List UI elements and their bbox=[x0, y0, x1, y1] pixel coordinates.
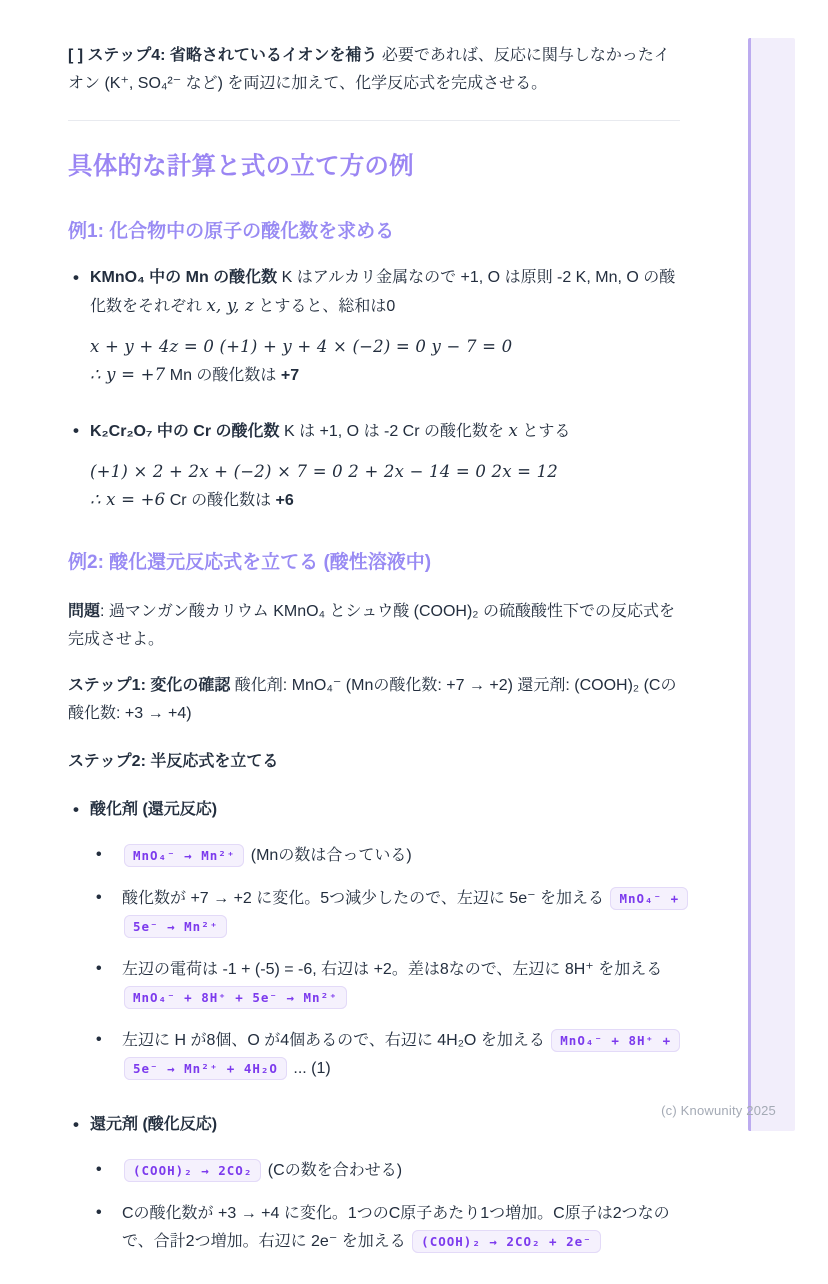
math-line: ∴ x = +6 Cr の酸化数は +6 bbox=[90, 490, 294, 510]
oxidizer-label: • 酸化剤 (還元反応) bbox=[90, 800, 218, 818]
list-item-k2cr2o7 bbox=[68, 417, 680, 514]
kmno4-math-block bbox=[90, 334, 680, 389]
section-title: 具体的な計算と式の立て方の例 bbox=[68, 153, 414, 180]
step1-paragraph: ステップ1: 変化の確認 酸化剤: MnO₄⁻ (Mnの酸化数: +7 → +2) 還元剤: (COOH)₂ (Cの酸化数: +3 → +4) bbox=[68, 676, 677, 722]
step2-heading: ステップ2: 半反応式を立てる bbox=[68, 752, 279, 770]
kmno4-text: • KMnO₄ 中の Mn の酸化数 K はアルカリ金属なので +1, O は原則 -2 K, Mn, O の酸化数をそれぞれ x, y, z とすると、総和は0 bbox=[90, 269, 676, 316]
code-badge: (COOH)₂ → 2CO₂ bbox=[124, 1159, 261, 1182]
oxidizer-item bbox=[68, 796, 680, 1083]
reducer-label: • 還元剤 (酸化反応) bbox=[90, 1115, 218, 1133]
code-badge: MnO₄⁻ + 8H⁺ + 5e⁻ → Mn²⁺ + 4H₂O bbox=[124, 1029, 680, 1080]
code-badge: (COOH)₂ → 2CO₂ + 2e⁻ bbox=[412, 1230, 601, 1253]
halfreaction-list bbox=[68, 796, 680, 1256]
k2cr2o7-text: • K₂Cr₂O₇ 中の Cr の酸化数 K は +1, O は -2 Cr の酸化数を x とする bbox=[90, 421, 571, 441]
step4-paragraph: [ ] ステップ4: 省略されているイオンを補う 必要であれば、反応に関与しなかったイオン (K⁺, SO₄²⁻ など) を両辺に加えて、化学反応式を完成させる。 bbox=[68, 47, 670, 92]
oxidizer-substep: • 左辺に H が8個、O が4個あるので、右辺に 4H₂O を加える MnO₄⁻ + 8H⁺ + 5e⁻ → Mn²⁺ + 4H₂O ... (1) bbox=[90, 1027, 680, 1083]
watermark: (c) Knowunity 2025 bbox=[661, 1103, 776, 1118]
example1-title: 例1: 化合物中の原子の酸化数を求める bbox=[68, 220, 395, 242]
example2-title: 例2: 酸化還元反応式を立てる (酸性溶液中) bbox=[68, 552, 432, 574]
reducer-substep: • (COOH)₂ → 2CO₂ (Cの数を合わせる) bbox=[90, 1157, 680, 1185]
code-badge: MnO₄⁻ → Mn²⁺ bbox=[124, 844, 244, 867]
oxidizer-sublist bbox=[90, 842, 680, 1083]
problem-paragraph: 問題: 過マンガン酸カリウム KMnO₄ とシュウ酸 (COOH)₂ の硫酸酸性下での反応式を完成させよ。 bbox=[68, 602, 675, 648]
reducer-sublist bbox=[90, 1157, 680, 1256]
list-item-kmno4 bbox=[68, 264, 680, 389]
code-badge: MnO₄⁻ + 8H⁺ + 5e⁻ → Mn²⁺ bbox=[124, 986, 347, 1009]
code-badge: MnO₄⁻ + 5e⁻ → Mn²⁺ bbox=[124, 887, 688, 938]
math-line: (+1) × 2 + 2x + (−2) × 7 = 0 2 + 2x − 14 = 0 2x = 12 bbox=[90, 462, 559, 482]
document-body bbox=[68, 0, 680, 1284]
oxidizer-substep: • MnO₄⁻ → Mn²⁺ (Mnの数は合っている) bbox=[90, 842, 680, 870]
math-line: ∴ y = +7 Mn の酸化数は +7 bbox=[90, 365, 300, 385]
example1-list bbox=[68, 264, 680, 514]
section-divider bbox=[68, 120, 680, 121]
reducer-item bbox=[68, 1111, 680, 1256]
k2cr2o7-math-block bbox=[90, 459, 680, 514]
oxidizer-substep: • 左辺の電荷は -1 + (-5) = -6, 右辺は +2。差は8なので、左辺に 8H⁺ を加える MnO₄⁻ + 8H⁺ + 5e⁻ → Mn²⁺ bbox=[90, 956, 680, 1012]
reducer-substep: • Cの酸化数が +3 → +4 に変化。1つのC原子あたり1つ増加。C原子は2つなので、合計2つ増加。右辺に 2e⁻ を加える (COOH)₂ → 2CO₂ + 2e⁻ bbox=[90, 1200, 680, 1256]
scrollbar[interactable] bbox=[748, 38, 795, 1131]
oxidizer-substep: • 酸化数が +7 → +2 に変化。5つ減少したので、左辺に 5e⁻ を加える MnO₄⁻ + 5e⁻ → Mn²⁺ bbox=[90, 885, 680, 941]
math-line: x + y + 4z = 0 (+1) + y + 4 × (−2) = 0 y − 7 = 0 bbox=[90, 337, 513, 357]
